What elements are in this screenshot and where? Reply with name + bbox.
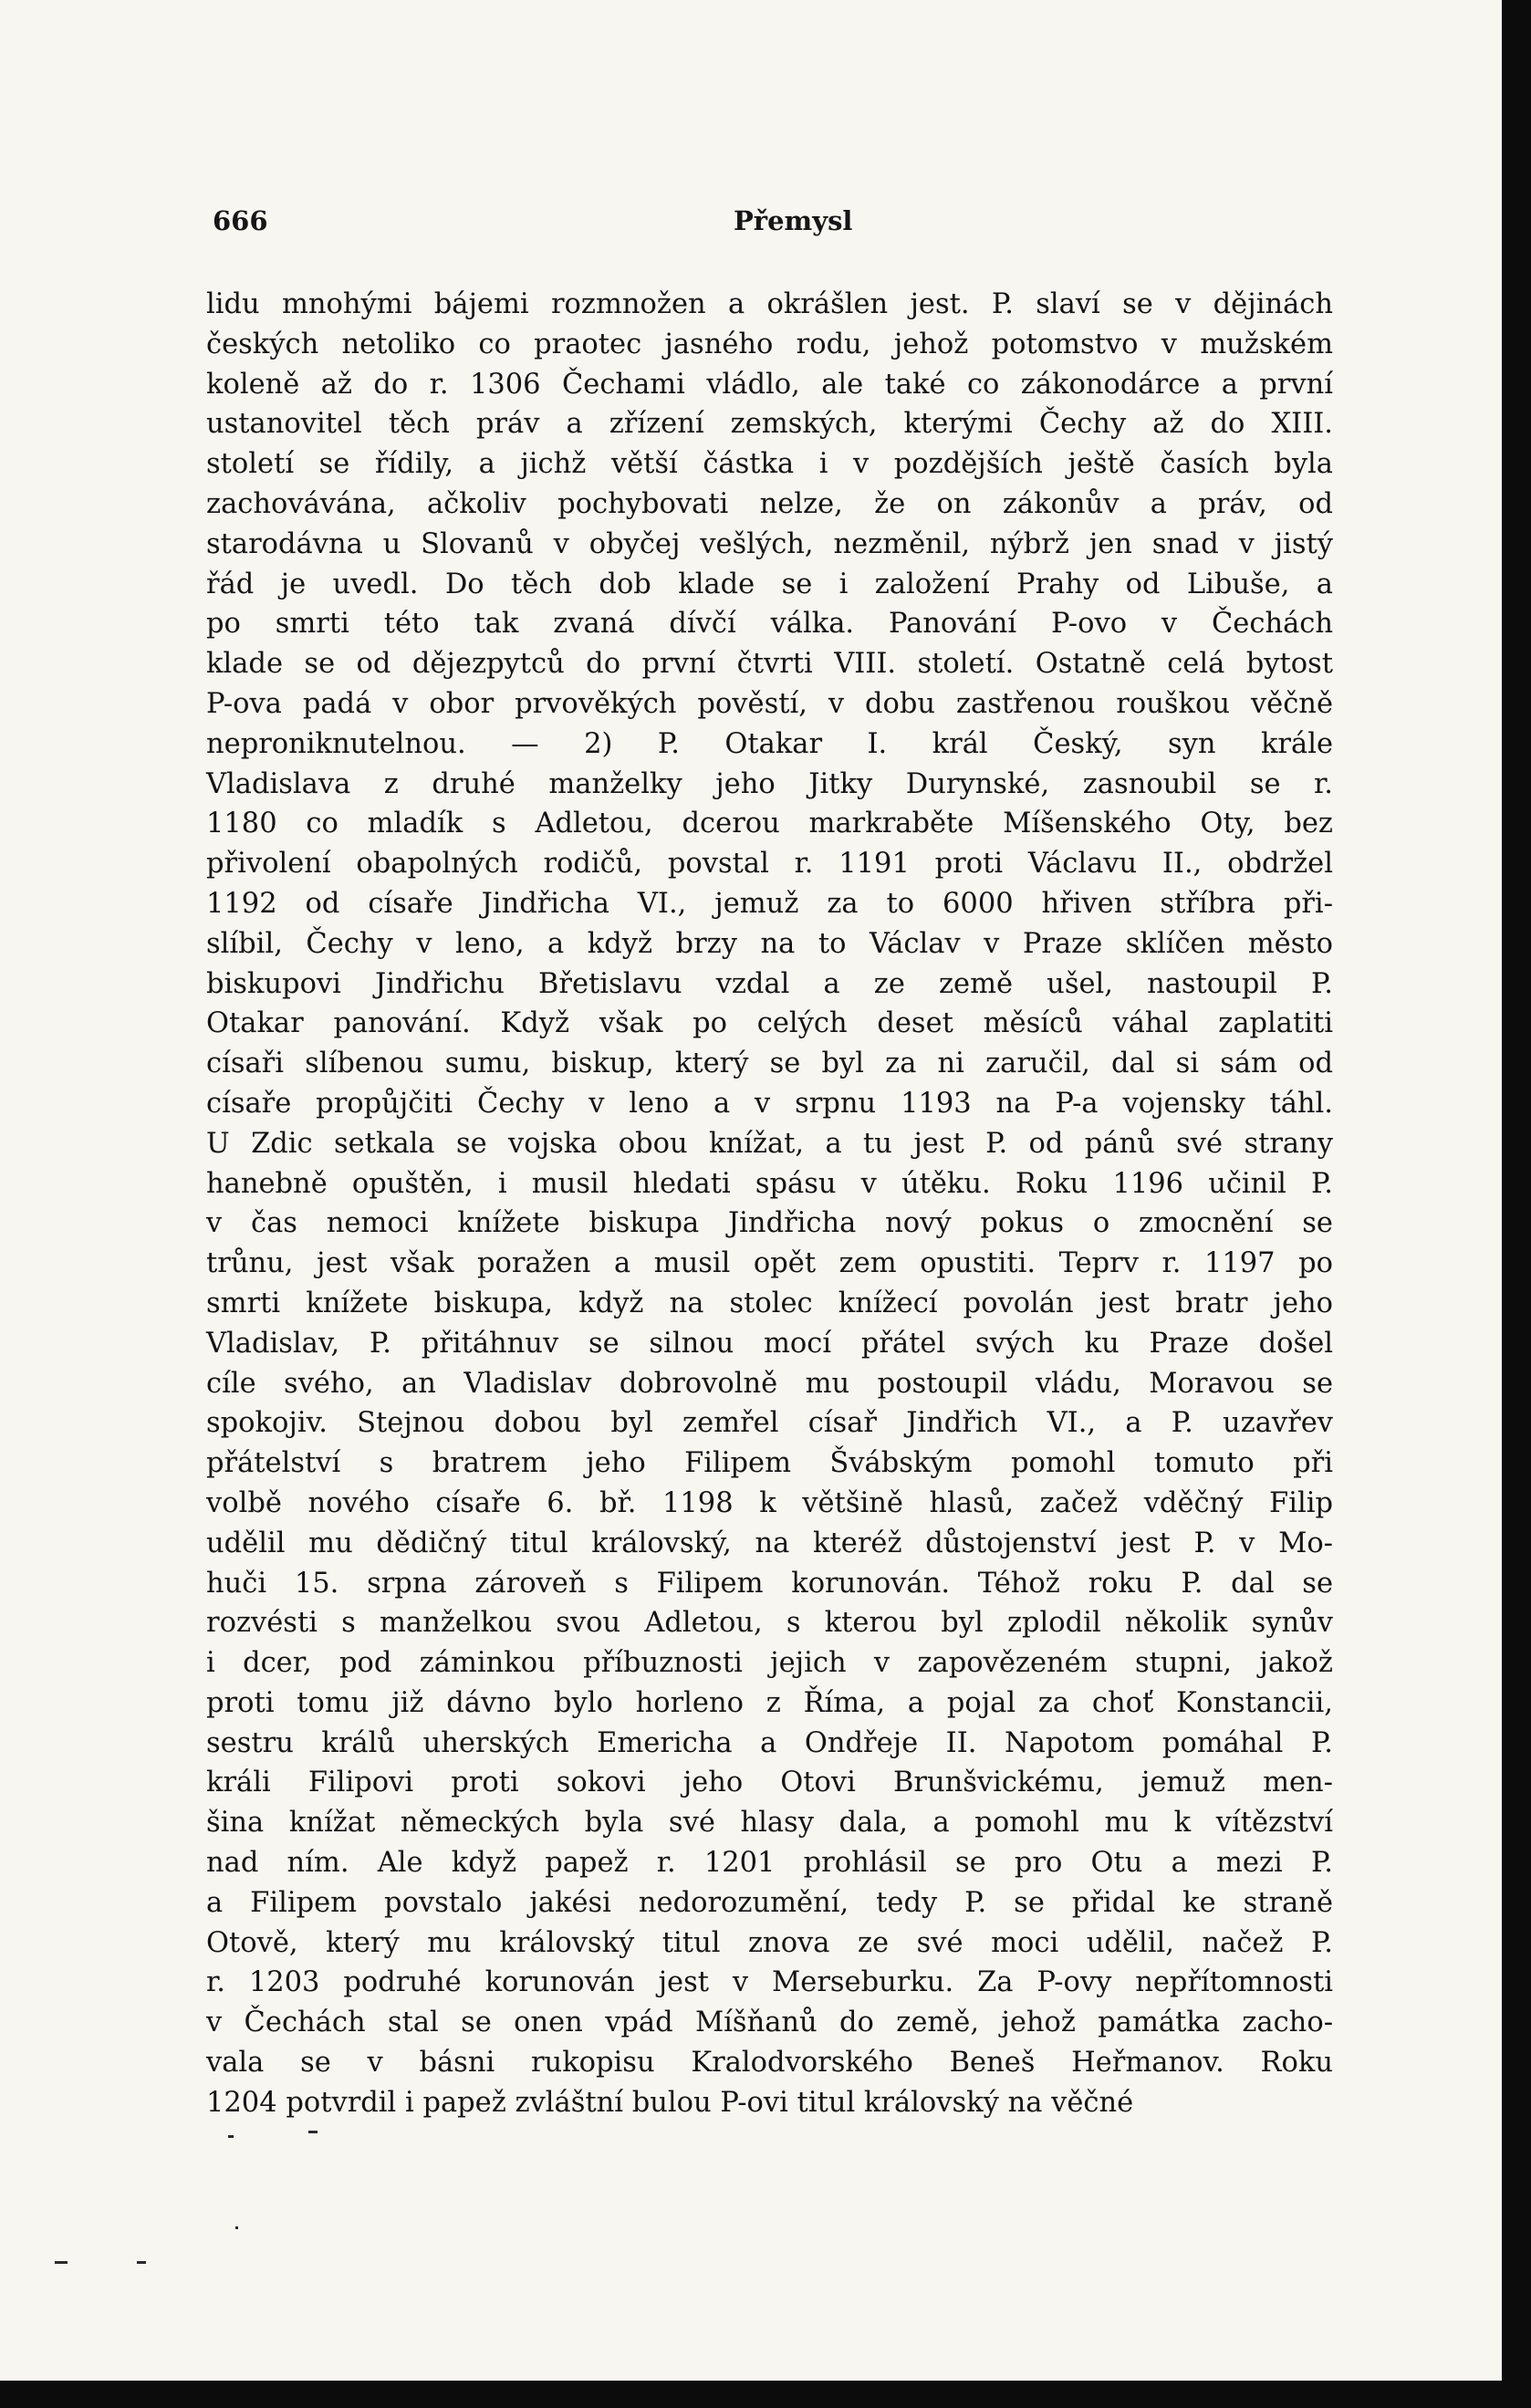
text-line: U Zdic setkala se vojska obou knížat, a tu jest P. od pánů své strany — [206, 1127, 1333, 1160]
text-line: huči 15. srpna zároveň s Filipem korunován. Téhož roku P. dal se — [206, 1567, 1333, 1600]
text-line: století se řídily, a jichž větší částka i v pozdějších ještě časích byla — [206, 448, 1333, 481]
text-line: hanebně opuštěn, i musil hledati spásu v útěku. Roku 1196 učinil P. — [206, 1167, 1333, 1200]
print-speck — [228, 2135, 234, 2138]
print-speck — [137, 2261, 146, 2264]
text-line: 1192 od císaře Jindřicha VI., jemuž za to 6000 hřiven stříbra při- — [206, 887, 1333, 920]
text-line: biskupovi Jindřichu Břetislavu vzdal a ze země ušel, nastoupil P. — [206, 967, 1333, 1000]
text-line: r. 1203 podruhé korunován jest v Merseburku. Za P-ovy nepřítomnosti — [206, 1966, 1333, 1999]
text-line: a Filipem povstalo jakési nedorozumění, tedy P. se přidal ke straně — [206, 1886, 1333, 1919]
text-line: králi Filipovi proti sokovi jeho Otovi Brunšvickému, jemuž men- — [206, 1767, 1333, 1799]
text-line: 1180 co mladík s Adletou, dcerou markraběte Míšenského Oty, bez — [206, 808, 1333, 840]
text-line: přátelství s bratrem jeho Filipem Švábským pomohl tomuto při — [206, 1447, 1333, 1480]
text-line: lidu mnohými bájemi rozmnožen a okrášlen jest. P. slaví se v dějinách — [206, 288, 1333, 320]
text-line: koleně až do r. 1306 Čechami vládlo, ale také co zákonodárce a první — [206, 368, 1333, 401]
text-line: volbě nového císaře 6. bř. 1198 k většině hlasů, začež vděčný Filip — [206, 1486, 1333, 1519]
text-line: P-ova padá v obor prvověkých pověstí, v dobu zastřenou rouškou věčně — [206, 687, 1333, 720]
text-line: Otově, který mu královský titul znova ze své moci udělil, načež P. — [206, 1926, 1333, 1959]
text-line: šina knížat německých byla své hlasy dala, a pomohl mu k vítězství — [206, 1807, 1333, 1840]
text-line: cíle svého, an Vladislav dobrovolně mu postoupil vládu, Moravou se — [206, 1367, 1333, 1400]
text-line: vala se v básni rukopisu Kralodvorského Beneš Heřmanov. Roku — [206, 2047, 1333, 2080]
text-line: českých netoliko co praotec jasného rodu, jehož potomstvo v mužském — [206, 328, 1333, 360]
running-head: Přemysl — [734, 205, 853, 236]
text-line: císaře propůjčiti Čechy v leno a v srpnu 1193 na P-a vojensky táhl. — [206, 1087, 1333, 1120]
text-line: řád je uvedl. Do těch dob klade se i založení Prahy od Libuše, a — [206, 568, 1333, 600]
text-line: rozvésti s manželkou svou Adletou, s kterou byl zplodil několik synův — [206, 1607, 1333, 1640]
text-line: starodávna u Slovanů v obyčej vešlých, nezměnil, nýbrž jen snad v jistý — [206, 527, 1333, 560]
page-number: 666 — [213, 205, 268, 236]
text-line: smrti knížete biskupa, když na stolec knížecí povolán jest bratr jeho — [206, 1287, 1333, 1319]
text-line: Otakar panování. Když však po celých deset měsíců váhal zaplatiti — [206, 1007, 1333, 1040]
text-line: sestru králů uherských Emericha a Ondřeje II. Napotom pomáhal P. — [206, 1726, 1333, 1759]
print-speck — [55, 2261, 68, 2264]
print-speck — [235, 2226, 238, 2229]
text-line: Vladislav, P. přitáhnuv se silnou mocí přátel svých ku Praze došel — [206, 1327, 1333, 1360]
text-line: nad ním. Ale když papež r. 1201 prohlásil se pro Otu a mezi P. — [206, 1847, 1333, 1880]
text-line: klade se od dějezpytců do první čtvrti VIII. století. Ostatně celá bytost — [206, 648, 1333, 681]
text-line: i dcer, pod záminkou příbuznosti jejich v zapovězeném stupni, jakož — [206, 1647, 1333, 1680]
text-line: neproniknutelnou. — 2) P. Otakar I. král Český, syn krále — [206, 727, 1333, 760]
text-line: udělil mu dědičný titul královský, na kteréž důstojenství jest P. v Mo- — [206, 1527, 1333, 1559]
text-line: po smrti této tak zvaná dívčí válka. Panování P-ovo v Čechách — [206, 608, 1333, 641]
text-line: zachovávána, ačkoliv pochybovati nelze, že on zákonův a práv, od — [206, 487, 1333, 520]
text-line: trůnu, jest však poražen a musil opět zem opustiti. Teprv r. 1197 po — [206, 1247, 1333, 1280]
text-line: Vladislava z druhé manželky jeho Jitky Durynské, zasnoubil se r. — [206, 767, 1333, 800]
text-line: spokojiv. Stejnou dobou byl zemřel císař Jindřich VI., a P. uzavřev — [206, 1407, 1333, 1440]
page-header — [213, 205, 1330, 251]
print-speck — [308, 2131, 318, 2133]
text-line: v Čechách stal se onen vpád Míšňanů do země, jehož památka zacho- — [206, 2007, 1333, 2039]
text-line: proti tomu již dávno bylo horleno z Říma, a pojal za choť Konstancii, — [206, 1686, 1333, 1719]
text-line: v čas nemoci knížete biskupa Jindřicha nový pokus o zmocnění se — [206, 1207, 1333, 1240]
text-line: přivolení obapolných rodičů, povstal r. 1191 proti Václavu II., obdržel — [206, 848, 1333, 881]
text-line: ustanovitel těch práv a zřízení zemských, kterými Čechy až do XIII. — [206, 408, 1333, 441]
text-line: císaři slíbenou sumu, biskup, který se byl za ni zaručil, dal si sám od — [206, 1048, 1333, 1080]
text-line: 1204 potvrdil i papež zvláštní bulou P-ovi titul královský na věčné — [206, 2086, 1134, 2119]
text-line: slíbil, Čechy v leno, a když brzy na to Václav v Praze sklíčen město — [206, 927, 1333, 960]
body-text — [206, 285, 1333, 2123]
